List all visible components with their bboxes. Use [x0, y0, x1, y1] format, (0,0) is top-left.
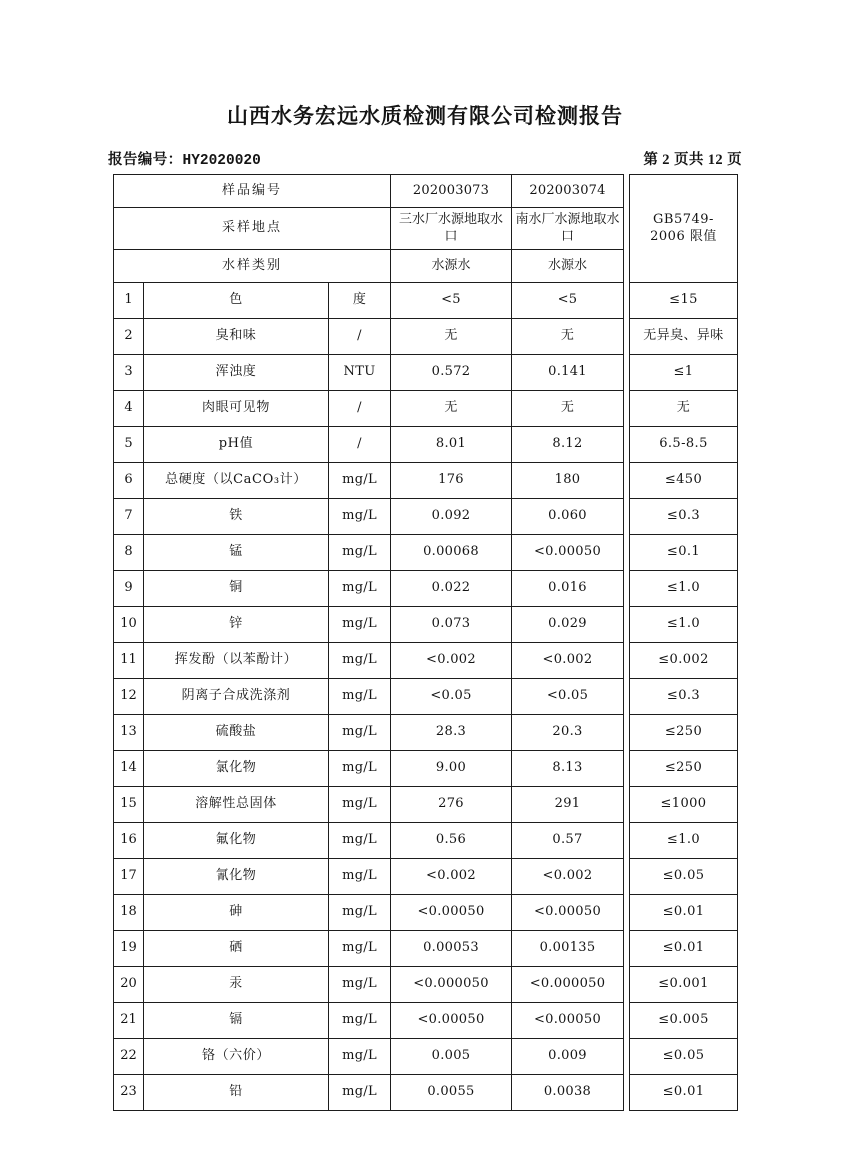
row-sample1-value: 176 [391, 463, 512, 499]
row-sample2-value: 0.009 [512, 1039, 624, 1075]
row-item: 铁 [144, 499, 329, 535]
row-unit: / [329, 391, 391, 427]
table-row [114, 463, 738, 499]
row-limit: ≤1.0 [630, 823, 738, 859]
row-unit: NTU [329, 355, 391, 391]
row-sample1-value: 0.092 [391, 499, 512, 535]
table-header-row-sample-id [114, 175, 738, 208]
row-limit: ≤0.01 [630, 895, 738, 931]
row-index: 10 [114, 607, 144, 643]
sample1-type: 水源水 [391, 250, 512, 283]
page-title: 山西水务宏远水质检测有限公司检测报告 [227, 103, 623, 128]
table-row [114, 319, 738, 355]
row-item: 汞 [144, 967, 329, 1003]
row-item: 总硬度（以CaCO₃计） [144, 463, 329, 499]
row-unit: mg/L [329, 643, 391, 679]
table-row [114, 1003, 738, 1039]
table-row [114, 895, 738, 931]
row-sample1-value: 0.073 [391, 607, 512, 643]
row-sample2-value: 8.13 [512, 751, 624, 787]
row-unit: / [329, 427, 391, 463]
row-sample2-value: <0.00050 [512, 895, 624, 931]
row-limit: ≤0.01 [630, 1075, 738, 1111]
row-limit: ≤0.002 [630, 643, 738, 679]
row-sample1-value: <5 [391, 283, 512, 319]
sample1-id: 202003073 [391, 175, 512, 208]
row-item: 色 [144, 283, 329, 319]
sample2-location: 南水厂水源地取水口 [512, 208, 624, 250]
table-row [114, 1039, 738, 1075]
row-limit: ≤0.01 [630, 931, 738, 967]
row-unit: mg/L [329, 1039, 391, 1075]
row-limit: ≤0.005 [630, 1003, 738, 1039]
table-row [114, 931, 738, 967]
row-item: 氯化物 [144, 751, 329, 787]
row-index: 18 [114, 895, 144, 931]
row-sample2-value: <5 [512, 283, 624, 319]
row-limit: 无 [630, 391, 738, 427]
row-unit: / [329, 319, 391, 355]
table-row [114, 643, 738, 679]
row-sample1-value: 8.01 [391, 427, 512, 463]
row-unit: mg/L [329, 967, 391, 1003]
row-sample1-value: 9.00 [391, 751, 512, 787]
row-item: 氟化物 [144, 823, 329, 859]
row-limit: ≤0.001 [630, 967, 738, 1003]
report-number-value: HY2020020 [182, 153, 261, 169]
row-sample2-value: 0.0038 [512, 1075, 624, 1111]
row-index: 6 [114, 463, 144, 499]
row-limit: ≤1.0 [630, 571, 738, 607]
row-unit: mg/L [329, 823, 391, 859]
header-label-sample-id: 样品编号 [114, 175, 391, 208]
row-sample2-value: 0.029 [512, 607, 624, 643]
table-row [114, 967, 738, 1003]
row-index: 8 [114, 535, 144, 571]
row-item: 溶解性总固体 [144, 787, 329, 823]
row-sample2-value: <0.002 [512, 859, 624, 895]
row-limit: ≤1.0 [630, 607, 738, 643]
sample2-type: 水源水 [512, 250, 624, 283]
row-sample1-value: 0.0055 [391, 1075, 512, 1111]
row-limit: ≤0.05 [630, 1039, 738, 1075]
row-sample1-value: 0.005 [391, 1039, 512, 1075]
row-sample2-value: <0.05 [512, 679, 624, 715]
header-label-type: 水样类别 [114, 250, 391, 283]
row-limit: ≤0.3 [630, 499, 738, 535]
row-index: 16 [114, 823, 144, 859]
row-index: 7 [114, 499, 144, 535]
row-index: 9 [114, 571, 144, 607]
standard-header-line1: GB5749- [653, 212, 714, 228]
report-meta [108, 148, 742, 168]
sample2-id: 202003074 [512, 175, 624, 208]
row-unit: mg/L [329, 715, 391, 751]
row-sample2-value: <0.00050 [512, 1003, 624, 1039]
row-item: 阴离子合成洗涤剂 [144, 679, 329, 715]
row-item: pH值 [144, 427, 329, 463]
row-sample1-value: <0.002 [391, 643, 512, 679]
table-row [114, 427, 738, 463]
row-sample2-value: <0.000050 [512, 967, 624, 1003]
table-row [114, 1075, 738, 1111]
row-sample1-value: 276 [391, 787, 512, 823]
report-number-label: 报告编号： [108, 152, 183, 168]
row-index: 22 [114, 1039, 144, 1075]
row-index: 21 [114, 1003, 144, 1039]
row-unit: mg/L [329, 1003, 391, 1039]
row-sample2-value: 8.12 [512, 427, 624, 463]
row-unit: mg/L [329, 895, 391, 931]
row-index: 17 [114, 859, 144, 895]
row-sample1-value: <0.002 [391, 859, 512, 895]
row-limit: ≤250 [630, 751, 738, 787]
row-item: 挥发酚（以苯酚计） [144, 643, 329, 679]
table-row [114, 679, 738, 715]
header-label-location: 采样地点 [114, 208, 391, 250]
row-sample1-value: <0.00050 [391, 895, 512, 931]
row-unit: mg/L [329, 607, 391, 643]
row-unit: mg/L [329, 1075, 391, 1111]
sample1-location: 三水厂水源地取水口 [391, 208, 512, 250]
row-limit: ≤1000 [630, 787, 738, 823]
table-row [114, 787, 738, 823]
table-row [114, 607, 738, 643]
row-sample2-value: 无 [512, 391, 624, 427]
row-item: 铅 [144, 1075, 329, 1111]
row-unit: mg/L [329, 463, 391, 499]
row-sample1-value: 28.3 [391, 715, 512, 751]
row-item: 镉 [144, 1003, 329, 1039]
row-limit: ≤250 [630, 715, 738, 751]
row-sample1-value: 无 [391, 391, 512, 427]
row-index: 4 [114, 391, 144, 427]
row-index: 5 [114, 427, 144, 463]
row-sample2-value: 0.060 [512, 499, 624, 535]
row-item: 铜 [144, 571, 329, 607]
row-sample2-value: 180 [512, 463, 624, 499]
row-item: 硫酸盐 [144, 715, 329, 751]
row-sample2-value: <0.00050 [512, 535, 624, 571]
row-sample1-value: 0.00068 [391, 535, 512, 571]
row-index: 11 [114, 643, 144, 679]
table-row [114, 751, 738, 787]
table-row [114, 859, 738, 895]
row-sample1-value: 0.022 [391, 571, 512, 607]
row-sample2-value: 0.00135 [512, 931, 624, 967]
row-limit: ≤0.1 [630, 535, 738, 571]
row-index: 20 [114, 967, 144, 1003]
results-table-wrap [113, 174, 737, 1111]
row-index: 15 [114, 787, 144, 823]
row-sample2-value: 291 [512, 787, 624, 823]
table-row [114, 283, 738, 319]
table-row [114, 535, 738, 571]
row-item: 浑浊度 [144, 355, 329, 391]
row-item: 硒 [144, 931, 329, 967]
row-unit: mg/L [329, 751, 391, 787]
row-index: 23 [114, 1075, 144, 1111]
row-item: 氰化物 [144, 859, 329, 895]
table-row [114, 391, 738, 427]
row-item: 锰 [144, 535, 329, 571]
row-unit: mg/L [329, 679, 391, 715]
row-sample1-value: <0.000050 [391, 967, 512, 1003]
row-limit: ≤1 [630, 355, 738, 391]
standard-header [630, 175, 738, 283]
row-sample1-value: <0.00050 [391, 1003, 512, 1039]
row-sample2-value: 20.3 [512, 715, 624, 751]
row-sample2-value: 0.141 [512, 355, 624, 391]
row-limit: ≤15 [630, 283, 738, 319]
row-item: 臭和味 [144, 319, 329, 355]
row-unit: mg/L [329, 787, 391, 823]
row-unit: 度 [329, 283, 391, 319]
row-index: 3 [114, 355, 144, 391]
row-unit: mg/L [329, 931, 391, 967]
row-item: 铬（六价） [144, 1039, 329, 1075]
row-index: 19 [114, 931, 144, 967]
row-unit: mg/L [329, 499, 391, 535]
row-limit: 6.5-8.5 [630, 427, 738, 463]
row-sample1-value: 无 [391, 319, 512, 355]
row-limit: ≤450 [630, 463, 738, 499]
row-sample2-value: 无 [512, 319, 624, 355]
page-indicator: 第 2 页共 12 页 [643, 152, 742, 168]
row-sample1-value: <0.05 [391, 679, 512, 715]
row-limit: ≤0.05 [630, 859, 738, 895]
row-unit: mg/L [329, 571, 391, 607]
row-index: 14 [114, 751, 144, 787]
table-row [114, 823, 738, 859]
row-sample2-value: <0.002 [512, 643, 624, 679]
results-table [113, 174, 738, 1111]
row-sample1-value: 0.572 [391, 355, 512, 391]
row-sample2-value: 0.016 [512, 571, 624, 607]
standard-header-line2: 2006 限值 [650, 228, 717, 244]
row-item: 肉眼可见物 [144, 391, 329, 427]
row-sample2-value: 0.57 [512, 823, 624, 859]
row-item: 砷 [144, 895, 329, 931]
row-index: 13 [114, 715, 144, 751]
report-number [108, 148, 261, 169]
table-row [114, 499, 738, 535]
row-item: 锌 [144, 607, 329, 643]
row-unit: mg/L [329, 859, 391, 895]
table-row [114, 355, 738, 391]
row-sample1-value: 0.00053 [391, 931, 512, 967]
table-row [114, 571, 738, 607]
row-index: 2 [114, 319, 144, 355]
table-row [114, 715, 738, 751]
row-index: 12 [114, 679, 144, 715]
row-unit: mg/L [329, 535, 391, 571]
row-sample1-value: 0.56 [391, 823, 512, 859]
row-index: 1 [114, 283, 144, 319]
row-limit: ≤0.3 [630, 679, 738, 715]
row-limit: 无异臭、异味 [630, 319, 738, 355]
